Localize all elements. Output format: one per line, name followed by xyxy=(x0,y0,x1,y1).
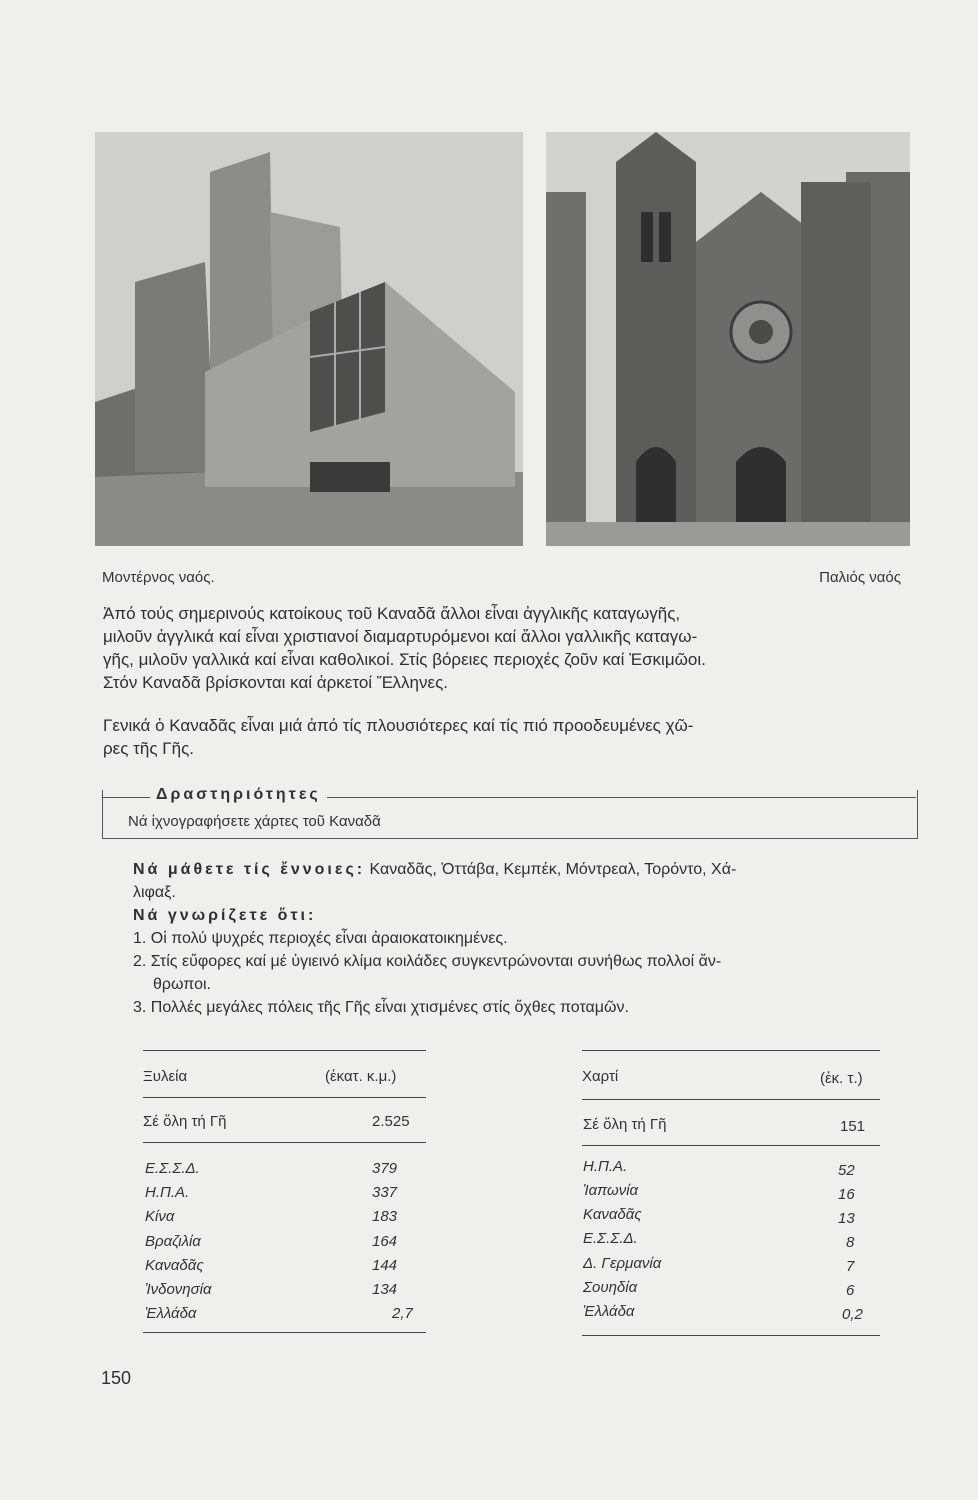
paragraph-population xyxy=(103,602,903,694)
know-label: Νά γνωρίζετε ὅτι: xyxy=(133,907,317,924)
wood-value: 337 xyxy=(372,1184,398,1201)
text-line: Γενικά ὁ Καναδᾶς εἶναι μιά ἀπό τίς πλουσιότερες καί τίς πιό προοδευμένες χῶ- xyxy=(103,716,694,735)
paper-country: Καναδᾶς xyxy=(583,1206,642,1223)
paper-value: 16 xyxy=(838,1186,855,1203)
table-rule xyxy=(582,1145,880,1146)
table-rule xyxy=(143,1097,426,1098)
fact-item: 2. Στίς εὔφορες καί μέ ὑγιεινό κλίμα κοιλάδες συγκεντρώνονται συνήθως πολλοί ἄν- xyxy=(133,953,722,970)
fact-item: 1. Οἱ πολύ ψυχρές περιοχές εἶναι ἀραιοκατοικημένες. xyxy=(133,930,508,947)
photo-caption-right: Παλιός ναός xyxy=(819,569,901,586)
paper-value: 52 xyxy=(838,1162,855,1179)
paper-country: Ε.Σ.Σ.Δ. xyxy=(583,1230,638,1247)
wood-world-label: Σέ ὅλη τή Γῆ xyxy=(143,1113,227,1130)
wood-value: 2,7 xyxy=(392,1305,413,1322)
paper-value: 8 xyxy=(846,1234,855,1251)
fact-item: 3. Πολλές μεγάλες πόλεις τῆς Γῆς εἶναι χτισμένες στίς ὄχθες ποταμῶν. xyxy=(133,999,629,1016)
wood-country: Καναδᾶς xyxy=(145,1257,204,1274)
paper-country: Η.Π.Α. xyxy=(583,1158,628,1175)
paper-world-label: Σέ ὅλη τή Γῆ xyxy=(583,1116,667,1133)
paper-country: Ἑλλάδα xyxy=(583,1303,635,1320)
activities-text: Νά ἰχνογραφήσετε χάρτες τοῦ Καναδᾶ xyxy=(128,813,381,830)
wood-country: Βραζιλία xyxy=(145,1233,201,1250)
concepts-label: Νά μάθετε τίς ἔννοιες: xyxy=(133,861,366,878)
text-line: ρες τῆς Γῆς. xyxy=(103,739,194,758)
wood-value: 183 xyxy=(372,1208,398,1225)
wood-value: 164 xyxy=(372,1233,398,1250)
old-church-photo xyxy=(546,132,910,546)
paper-value: 6 xyxy=(846,1282,855,1299)
text-line: Ἀπό τούς σημερινούς κατοίκους τοῦ Καναδᾶ ἄλλοι εἶναι ἀγγλικῆς καταγωγῆς, xyxy=(103,604,681,623)
text-line: Στόν Καναδᾶ βρίσκονται καί ἀρκετοί Ἕλληνες. xyxy=(103,673,449,692)
wood-value: 144 xyxy=(372,1257,398,1274)
wood-country: Ἰνδονησία xyxy=(145,1281,212,1298)
wood-title: Ξυλεία xyxy=(143,1068,188,1085)
paper-value: 0,2 xyxy=(842,1306,863,1323)
paper-value: 7 xyxy=(846,1258,855,1275)
paragraph-summary xyxy=(103,714,903,760)
paper-country: Ἰαπωνία xyxy=(583,1182,639,1199)
paper-unit: (ἑκ. τ.) xyxy=(820,1070,863,1087)
table-rule xyxy=(582,1050,880,1051)
wood-world-value: 2.525 xyxy=(372,1113,410,1130)
concepts-text-cont: λιφαξ. xyxy=(133,884,176,901)
table-rule xyxy=(143,1050,426,1051)
fact-item: θρωποι. xyxy=(153,976,211,993)
table-rule xyxy=(582,1099,880,1100)
wood-country: Ἑλλάδα xyxy=(145,1305,197,1322)
page-number: 150 xyxy=(101,1368,132,1388)
paper-title: Χαρτί xyxy=(582,1068,619,1085)
text-line: γῆς, μιλοῦν γαλλικά καί εἶναι καθολικοί. Στίς βόρειες περιοχές ζοῦν καί Ἐσκιμῶοι. xyxy=(103,650,706,669)
activities-title: Δραστηριότητες xyxy=(150,786,327,804)
wood-country: Η.Π.Α. xyxy=(145,1184,190,1201)
paper-value: 13 xyxy=(838,1210,855,1227)
wood-unit: (ἑκατ. κ.μ.) xyxy=(325,1068,397,1085)
photo-caption-left: Μοντέρνος ναός. xyxy=(102,569,215,586)
table-rule xyxy=(143,1332,426,1333)
wood-value: 379 xyxy=(372,1160,398,1177)
table-rule xyxy=(582,1335,880,1336)
modern-church-photo xyxy=(95,132,523,546)
wood-country: Κίνα xyxy=(145,1208,175,1225)
paper-country: Σουηδία xyxy=(583,1279,638,1296)
learning-section xyxy=(133,858,893,1019)
paper-country: Δ. Γερμανία xyxy=(583,1255,662,1272)
concepts-text: Καναδᾶς, Ὀττάβα, Κεμπέκ, Μόντρεαλ, Τορόντο, Χά- xyxy=(369,861,737,878)
paper-world-value: 151 xyxy=(840,1118,866,1135)
table-rule xyxy=(143,1142,426,1143)
text-line: μιλοῦν ἀγγλικά καί εἶναι χριστιανοί διαμαρτυρόμενοι καί ἄλλοι γαλλικῆς καταγω- xyxy=(103,627,698,646)
wood-value: 134 xyxy=(372,1281,398,1298)
wood-country: Ε.Σ.Σ.Δ. xyxy=(145,1160,200,1177)
